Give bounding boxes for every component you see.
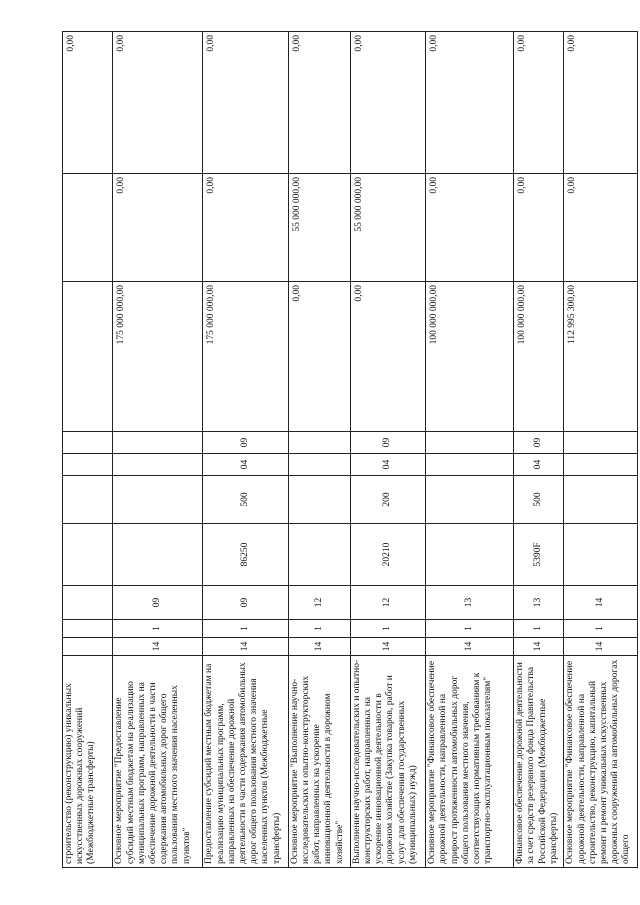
table-row	[564, 32, 638, 868]
cell-amount-3: 0,00	[113, 32, 203, 174]
cell-direction	[564, 524, 638, 586]
cell-subsection	[564, 432, 638, 454]
cell-amount-3: 0,00	[564, 32, 638, 174]
cell-amount-1: 0,00	[350, 282, 425, 432]
cell-subsection	[288, 432, 350, 454]
cell-section	[426, 454, 514, 476]
cell-program: 14	[426, 638, 514, 656]
table-row	[514, 32, 564, 868]
cell-section: 04	[203, 454, 288, 476]
cell-amount-1: 0,00	[288, 282, 350, 432]
cell-direction	[113, 524, 203, 586]
cell-direction: 86250	[203, 524, 288, 586]
cell-subsection	[426, 432, 514, 454]
cell-section	[63, 454, 113, 476]
cell-program: 14	[288, 638, 350, 656]
cell-program: 14	[514, 638, 564, 656]
cell-section	[113, 454, 203, 476]
cell-amount-1: 112 995 300,00	[564, 282, 638, 432]
cell-program: 14	[203, 638, 288, 656]
cell-amount-2: 0,00	[514, 174, 564, 282]
row-description: строительство (реконструкцию) уникальных искусственных дорожных сооружений (Межбюджетные трансферты)	[63, 656, 113, 868]
cell-expense-type	[564, 476, 638, 524]
cell-event: 09	[113, 586, 203, 620]
cell-amount-2: 0,00	[113, 174, 203, 282]
cell-section: 04	[350, 454, 425, 476]
row-description: Основное мероприятие "Финансовое обеспечение дорожной деятельности, направленной на строительство, реконструкцию, капитальный ремонт и ремонт уникальных искусственных дорожных сооружений на автомобильных дорогах общего	[564, 656, 638, 868]
cell-subsection: 09	[514, 432, 564, 454]
cell-program: 14	[564, 638, 638, 656]
budget-table-page	[62, 32, 638, 868]
cell-direction	[288, 524, 350, 586]
cell-amount-3: 0,00	[63, 32, 113, 174]
cell-event: 14	[564, 586, 638, 620]
cell-amount-3: 0,00	[426, 32, 514, 174]
cell-expense-type	[288, 476, 350, 524]
cell-subprogram: 1	[113, 620, 203, 638]
cell-subprogram: 1	[288, 620, 350, 638]
cell-amount-3: 0,00	[514, 32, 564, 174]
cell-direction	[426, 524, 514, 586]
cell-subsection: 09	[203, 432, 288, 454]
cell-amount-1: 175 000 000,00	[203, 282, 288, 432]
cell-section: 04	[514, 454, 564, 476]
cell-amount-2: 55 000 000,00	[288, 174, 350, 282]
cell-expense-type: 500	[514, 476, 564, 524]
row-description: Выполнение научно-исследовательских и опытно-конструкторских работ, направленных на ускорение инновационной деятельности в дорожном хозяйстве (Закупка товаров, работ и услуг для обеспечения государственных (муниципальных) нужд)	[350, 656, 425, 868]
row-description: Предоставление субсидий местным бюджетам на реализацию муниципальных программ, направленных на обеспечение дорожной деятельности в части содержания автомобильных дорог общего пользования местного значения населенных пунктов (Межбюджетные трансферты)	[203, 656, 288, 868]
cell-subsection: 09	[350, 432, 425, 454]
cell-subprogram: 1	[350, 620, 425, 638]
budget-table	[62, 31, 638, 868]
row-description: Финансовое обеспечение дорожной деятельности за счет средств резервного фонда Правительства Российской Федерации (Межбюджетные трансферты)	[514, 656, 564, 868]
table-row	[350, 32, 425, 868]
cell-amount-2: 0,00	[426, 174, 514, 282]
row-description: Основное мероприятие "Предоставление субсидий местным бюджетам на реализацию муниципальных программ, направленных на обеспечение дорожной деятельности в части содержания автомобильных дорог общего пользования местного значения населенных пунктов"	[113, 656, 203, 868]
cell-subsection	[63, 432, 113, 454]
cell-expense-type: 500	[203, 476, 288, 524]
cell-program	[63, 638, 113, 656]
cell-amount-1	[63, 282, 113, 432]
row-description: Основное мероприятие "Выполнение научно-исследовательских и опытно-конструкторских работ, направленных на ускорение инновационной деятельности в дорожном хозяйстве"	[288, 656, 350, 868]
cell-subprogram: 1	[203, 620, 288, 638]
cell-expense-type: 200	[350, 476, 425, 524]
table-row	[113, 32, 203, 868]
table-body	[63, 32, 638, 868]
cell-amount-1: 175 000 000,00	[113, 282, 203, 432]
cell-expense-type	[113, 476, 203, 524]
cell-amount-2	[63, 174, 113, 282]
cell-amount-2: 0,00	[564, 174, 638, 282]
cell-subsection	[113, 432, 203, 454]
table-row	[426, 32, 514, 868]
cell-event	[63, 586, 113, 620]
cell-event: 09	[203, 586, 288, 620]
cell-amount-1: 100 000 000,00	[426, 282, 514, 432]
cell-direction	[63, 524, 113, 586]
cell-direction: 5390F	[514, 524, 564, 586]
cell-event: 12	[288, 586, 350, 620]
cell-expense-type	[63, 476, 113, 524]
cell-amount-2: 0,00	[203, 174, 288, 282]
cell-section	[564, 454, 638, 476]
cell-subprogram: 1	[564, 620, 638, 638]
cell-direction: 20210	[350, 524, 425, 586]
cell-program: 14	[350, 638, 425, 656]
cell-expense-type	[426, 476, 514, 524]
cell-event: 12	[350, 586, 425, 620]
cell-program: 14	[113, 638, 203, 656]
cell-amount-3: 0,00	[350, 32, 425, 174]
cell-amount-3: 0,00	[288, 32, 350, 174]
cell-amount-3: 0,00	[203, 32, 288, 174]
table-row	[203, 32, 288, 868]
cell-subprogram: 1	[426, 620, 514, 638]
cell-amount-1: 100 000 000,00	[514, 282, 564, 432]
cell-event: 13	[514, 586, 564, 620]
cell-subprogram	[63, 620, 113, 638]
row-description: Основное мероприятие "Финансовое обеспечение дорожной деятельности, направленной на прирост протяженности автомобильных дорог общего пользования местного значения, соответствующих нормативным требованиям к транспортно-эксплуатационным показателям"	[426, 656, 514, 868]
table-row	[63, 32, 113, 868]
cell-subprogram: 1	[514, 620, 564, 638]
cell-section	[288, 454, 350, 476]
cell-event: 13	[426, 586, 514, 620]
table-row	[288, 32, 350, 868]
cell-amount-2: 55 000 000,00	[350, 174, 425, 282]
